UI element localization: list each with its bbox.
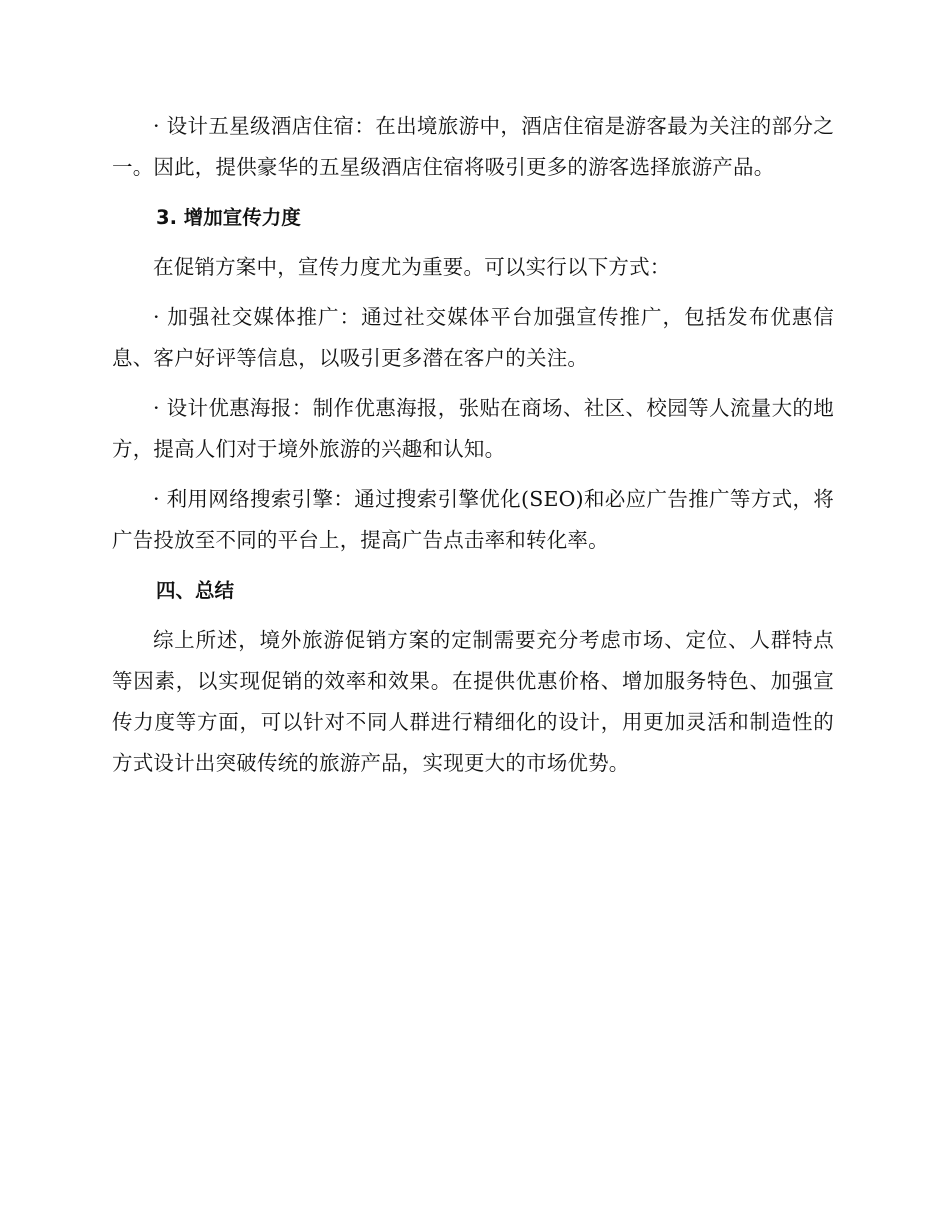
bullet-five-star-hotel: · 设计五星级酒店住宿：在出境旅游中，酒店住宿是游客最为关注的部分之一。因此，提供豪华的五星级酒店住宿将吸引更多的游客选择旅游产品。 [112,114,834,179]
summary-paragraph: 综上所述，境外旅游促销方案的定制需要充分考虑市场、定位、人群特点等因素，以实现促销的效率和效果。在提供优惠价格、增加服务特色、加强宣传力度等方面，可以针对不同人群进行精细化的设计，用更加灵活和制造性的方式设计出突破传统的旅游产品，实现更大的市场优势。 [112,628,834,775]
heading-summary: 四、总结 [156,579,235,602]
bullet-social-media: · 加强社交媒体推广：通过社交媒体平台加强宣传推广，包括发布优惠信息、客户好评等信息，以吸引更多潜在客户的关注。 [112,305,834,370]
bullet-poster: · 设计优惠海报：制作优惠海报，张贴在商场、社区、校园等人流量大的地方，提高人们对于境外旅游的兴趣和认知。 [112,396,834,461]
promotion-intro: 在促销方案中，宣传力度尤为重要。可以实行以下方式： [153,255,671,279]
bullet-search-engine: · 利用网络搜索引擎：通过搜索引擎优化(SEO)和必应广告推广等方式，将广告投放至不同的平台上，提高广告点击率和转化率。 [112,487,834,552]
heading-increase-promotion: 3. 增加宣传力度 [156,206,301,229]
document-body [112,106,834,784]
